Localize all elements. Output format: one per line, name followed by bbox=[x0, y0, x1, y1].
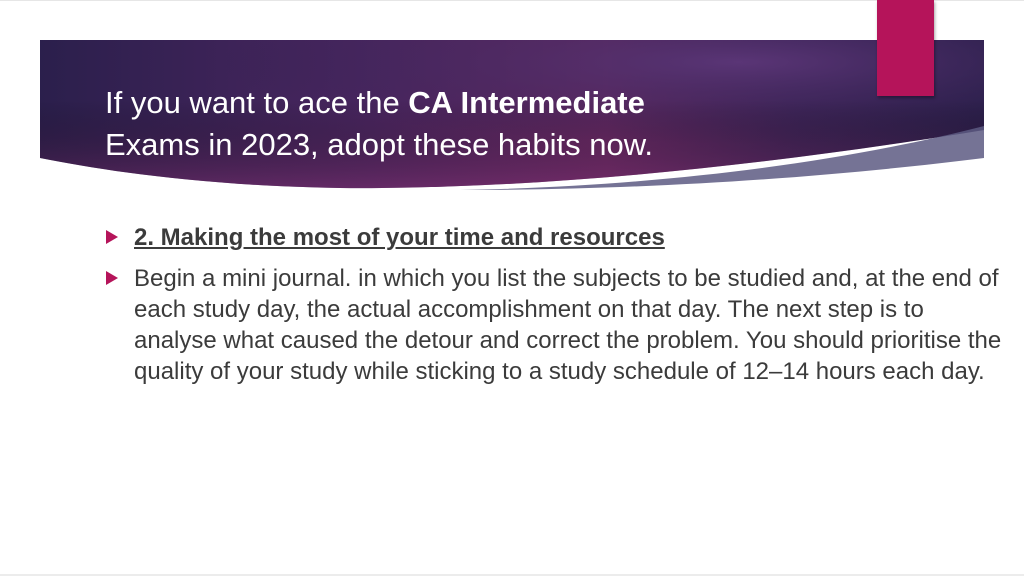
bullet-body-text: Begin a mini journal. in which you list the subjects to be studied and, at the end of each study day, the actual accomplishment on that day. The next step is to analyse what caused the detour and correct the problem. You should prioritise the quality of your study while sticking to a study schedule of 12–14 hours each day. bbox=[134, 265, 1002, 385]
accent-tab bbox=[877, 0, 934, 96]
slide-title bbox=[105, 82, 865, 166]
title-line1-prefix: If you want to ace the bbox=[105, 85, 409, 120]
title-line2: Exams in 2023, adopt these habits now. bbox=[105, 127, 654, 162]
top-rule bbox=[0, 0, 1024, 1]
title-line1-bold: CA Intermediate bbox=[408, 85, 645, 120]
bullet-list bbox=[104, 222, 1004, 387]
bullet-heading-text: 2. Making the most of your time and resources bbox=[134, 224, 665, 251]
triangle-bullet-icon bbox=[106, 271, 118, 285]
bullet-heading bbox=[104, 222, 1004, 253]
bullet-body bbox=[104, 263, 1004, 387]
triangle-bullet-icon bbox=[106, 230, 118, 244]
